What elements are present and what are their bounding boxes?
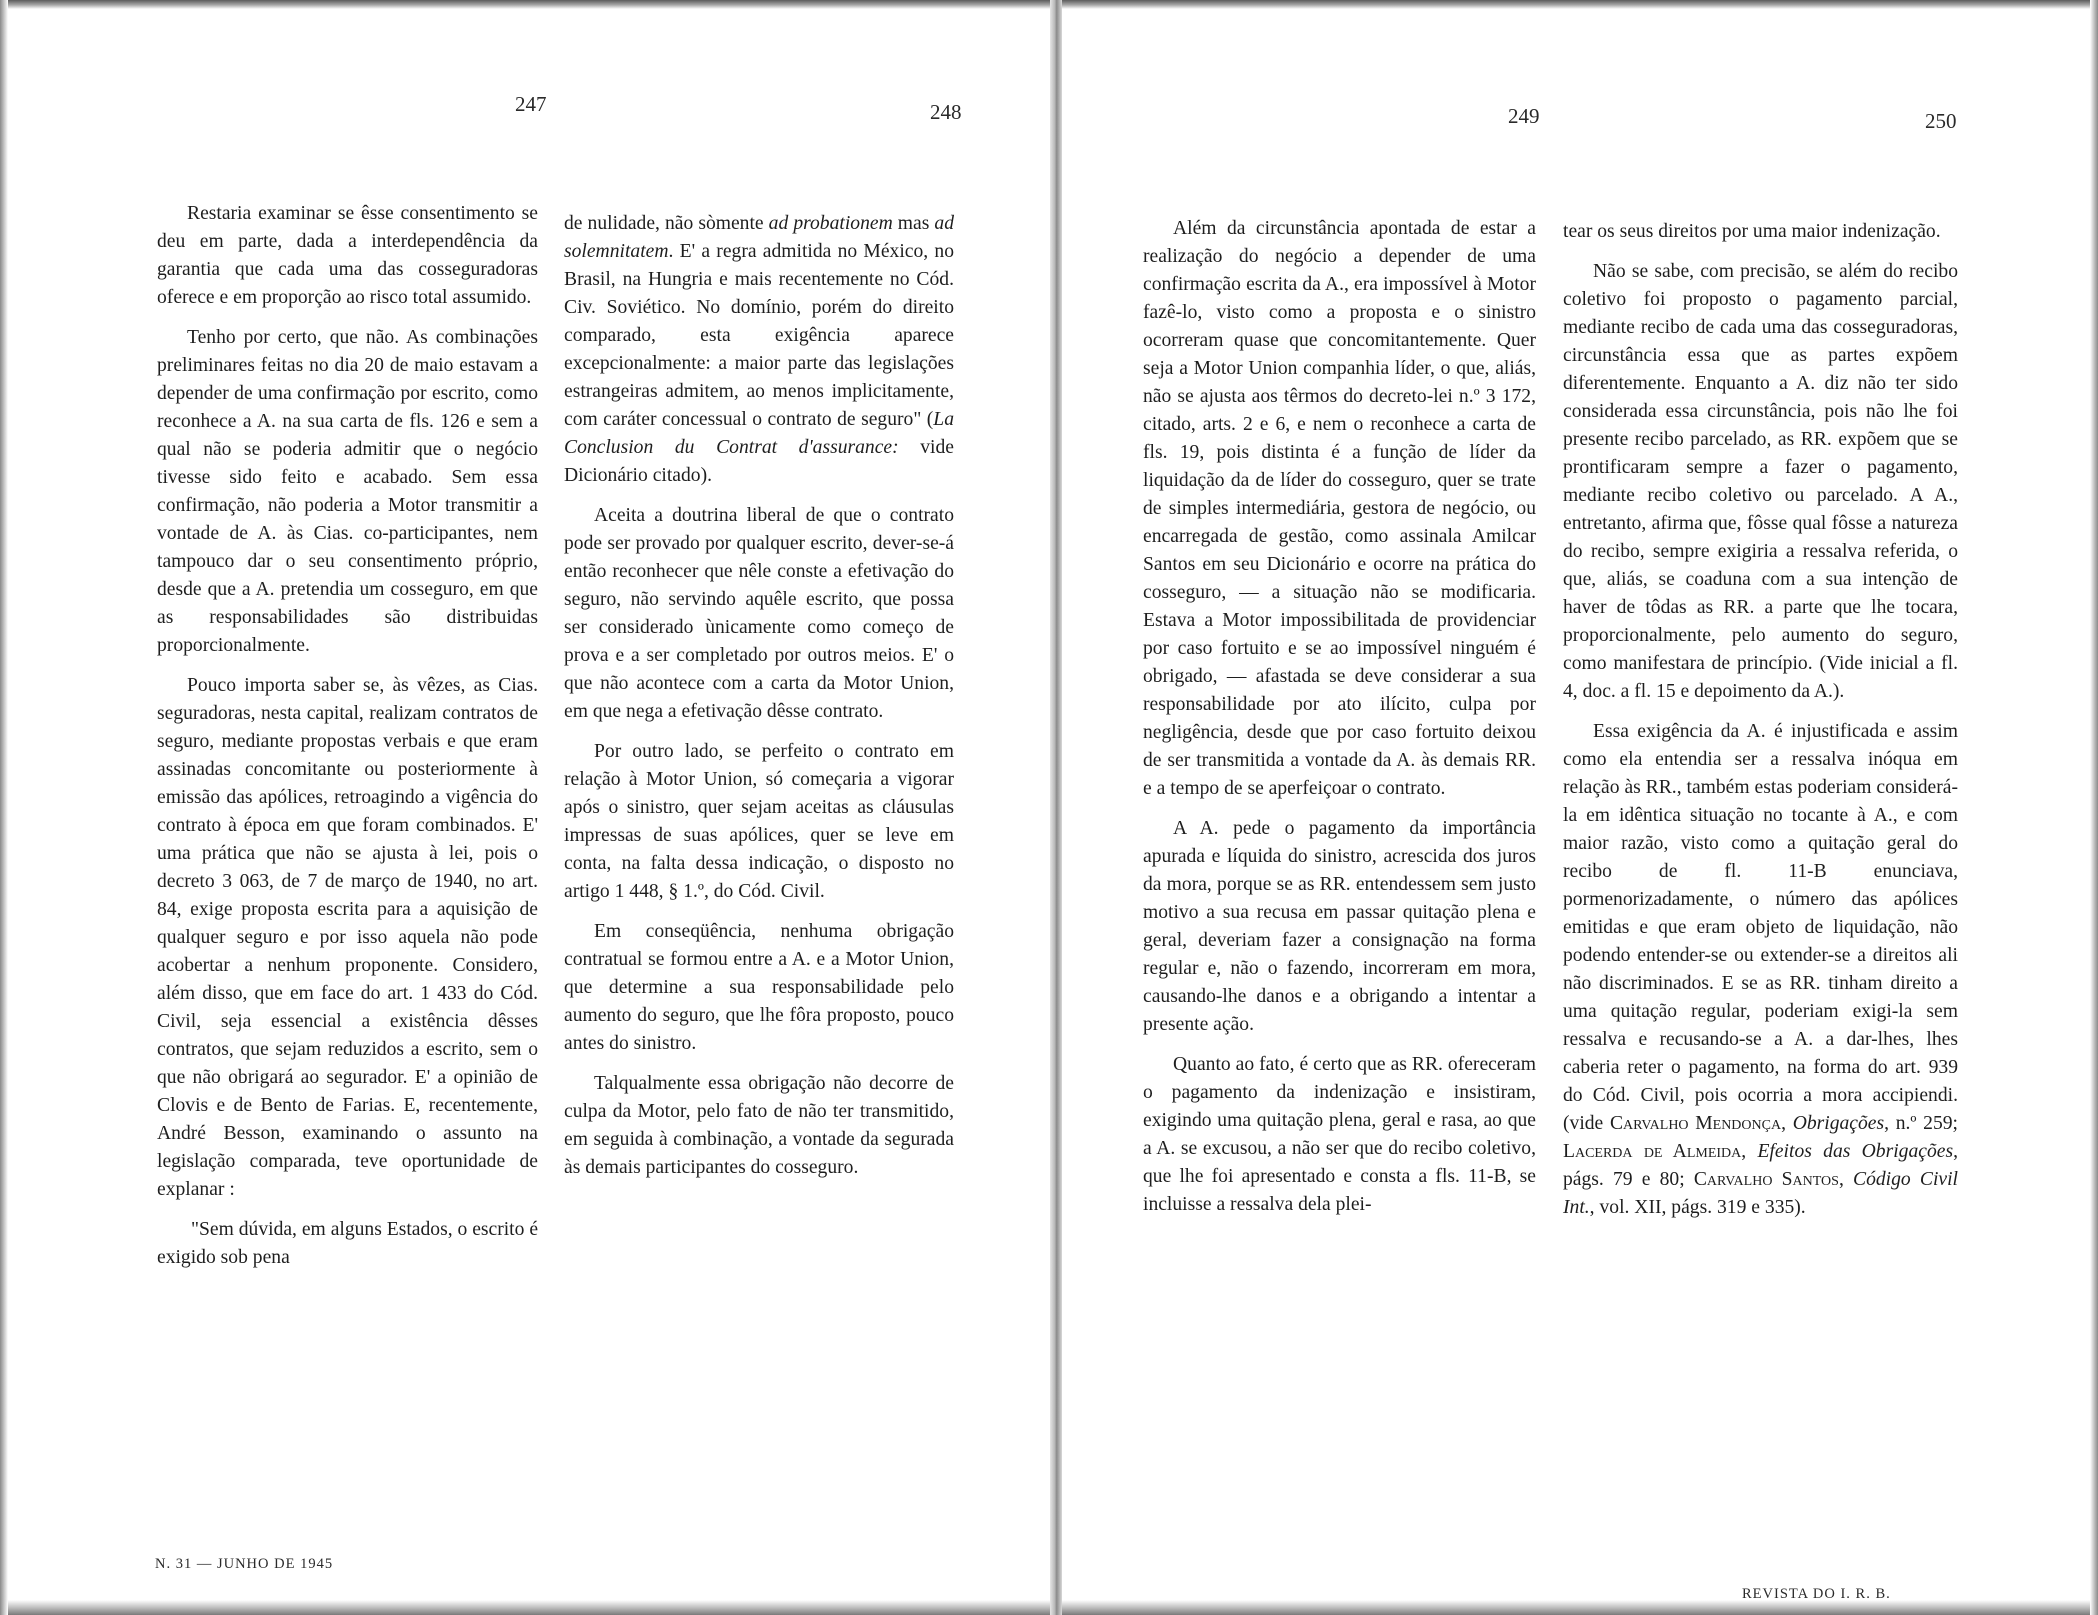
- page-number-247: 247: [515, 92, 547, 116]
- text-run: mas: [892, 213, 935, 234]
- latin-term: ad probationem: [768, 213, 893, 234]
- page-250-text-column: [1563, 218, 1958, 1222]
- author-name: Carvalho Mendonça: [1609, 1113, 1782, 1134]
- top-edge-shadow: [0, 0, 2098, 9]
- text-run: , vol. XII, págs. 319 e 335).: [1589, 1197, 1806, 1218]
- paragraph: Quanto ao fato, é certo que as RR. ofereceram o pagamento da indenização e insistiram, exigindo uma quitação plena, geral e rasa, ao que a A. se excusou, a não ser que do recibo coletivo, que lhe foi apresentado e consta a fls. 11-B, se incluisse a ressalva dela plei-: [1143, 1054, 1536, 1215]
- text-run: , págs. 79 e 80;: [1563, 1141, 1958, 1190]
- latin-term: ad solemnitatem: [564, 213, 954, 262]
- cited-work-title: La Conclusion du Contrat d'assurance:: [564, 409, 954, 458]
- paragraph: A A. pede o pagamento da importância apurada e líquida do sinistro, acrescida dos juros da mora, porque se as RR. entendessem sem justo motivo a sua recusa em passar quitação plena e geral, deveriam fazer a consignação na forma regular e, não o fazendo, incorreram em mora, causando-lhe danos e a obrigando a intentar a presente ação.: [1143, 818, 1536, 1035]
- text-run: vide Dicionário citado).: [564, 437, 954, 486]
- author-name: Carvalho Santos: [1693, 1169, 1839, 1190]
- footer-issue: N. 31 — JUNHO DE 1945: [155, 1556, 334, 1572]
- paragraph: Além da circunstância apontada de estar a realização do negócio a depender de uma confirmação escrita da A., era impossível à Motor fazê-lo, visto como a proposta e o sinistro ocorreram quase que concomitantemente. Quer seja a Motor Union companhia líder, o que, aliás, não se ajusta aos têrmos do decreto-lei n.º 3 172, citado, arts. 2 e 6, e nem o reconhece a carta de fls. 19, pois distinta é a função de líder da liquidação da de líder do cosseguro, quer se trate de simples intermediária, gestora de negócio, ou encarregada de gestão, como assinala Amilcar Santos em seu Dicionário e ocorre na prática do cosseguro, — a situação não se modificaria. Estava a Motor impossibilitada de providenciar por caso fortuito e se ao impossível ninguém é obrigado, — afastada se deve considerar a sua responsabilidade por ato ilícito, culpa por negligência, desde que por caso fortuito deixou de ser transmitida a vontade da A. às demais RR. e a tempo de se aperfeiçoar o contrato.: [1143, 218, 1536, 799]
- paragraph: Pouco importa saber se, às vêzes, as Cias. seguradoras, nesta capital, realizam contratos de seguro, mediante propostas verbais e que eram assinadas concomitante ou posteriormente à emissão das apólices, retroagindo a vigência do contrato à época em que foram combinados. E' uma prática que não se ajusta à lei, pois o decreto 3 063, de 7 de março de 1940, no art. 84, exige proposta escrita para a aquisição de qualquer seguro e por isso aquela não pode acobertar a nenhum proponente. Considero, além disso, que em face do art. 1 433 do Cód. Civil, seja essencial a existência dêsses contratos, que sejam reduzidos a escrito, sem o que não obrigará ao segurador. E' a opinião de Clovis e de Bento de Farias. E, recentemente, André Besson, examinando o assunto na legislação comparada, teve oportunidade de explanar :: [157, 675, 538, 1200]
- right-edge-shadow: [2090, 0, 2098, 1615]
- author-name: Lacerda de Almeida: [1563, 1141, 1742, 1162]
- paragraph: Essa exigência da A. é injustificada e assim como ela entendia ser a ressalva inóqua em relação às RR., também estas poderiam considerá-la em idêntica situação no tocante à A., e com maior razão, visto como a quitação geral do recibo de fl. 11-B enunciava, pormenorizadamente, o número das apólices emitidas e que eram objeto de liquidação, não podendo entender-se ou extender-se a direitos ali não discriminados. E se as RR. tinham direito a uma quitação regular, poderiam exigi-la sem ressalva e recusando-se a A. a dar-lhes, lhes caberia reter o pagamento, na forma do art. 939 do Cód. Civil, pois ocorria a mora accipiendi. (vide Carvalho Mendonça, Obrigações, n.º 259; Lacerda de Almeida, Efeitos das Obrigações, págs. 79 e 80; Carvalho Santos, Código Civil Int., vol. XII, págs. 319 e 335).: [1563, 721, 1958, 1218]
- cited-work-title: Obrigações: [1792, 1113, 1885, 1134]
- left-edge-shadow: [0, 0, 8, 1615]
- page-number-249: 249: [1508, 104, 1540, 128]
- paragraph-continuation: tear os seus direitos por uma maior indenização.: [1563, 221, 1941, 242]
- paragraph: Por outro lado, se perfeito o contrato em relação à Motor Union, só começaria a vigorar após o sinistro, quer sejam aceitas as cláusulas impressas de suas apólices, quer se leve em conta, na falta dessa indicação, o disposto no artigo 1 448, § 1.º, do Cód. Civil.: [564, 741, 954, 902]
- text-run: , n.º 259;: [1884, 1113, 1958, 1134]
- page-247-text-column: [157, 200, 538, 1272]
- page-248-text-column: [564, 210, 954, 1182]
- footer-journal: REVISTA DO I. R. B.: [1742, 1586, 1891, 1602]
- quote-continuation: [564, 210, 954, 490]
- paragraph: Tenho por certo, que não. As combinações preliminares feitas no dia 20 de maio estavam a depender de uma confirmação por escrito, como reconhece a A. na sua carta de fls. 126 e sem a qual não se poderia admitir que o negócio tivesse sido feito e acabado. Sem essa confirmação, não poderia a Motor transmitir a vontade de A. às Cias. co-participantes, nem tampouco dar o seu consentimento próprio, desde que a A. pretendia um cosseguro, em que as responsabilidades são distribuidas proporcionalmente.: [157, 327, 538, 656]
- cited-work-title: Código Civil Int.: [1563, 1169, 1958, 1218]
- quote-paragraph: "Sem dúvida, em alguns Estados, o escrito é exigido sob pena: [157, 1219, 539, 1268]
- page-number-248: 248: [930, 100, 962, 124]
- paragraph: Em conseqüência, nenhuma obrigação contratual se formou entre a A. e a Motor Union, que determine a sua responsabilidade pelo aumento do seguro, que lhe fôra proposto, pouco antes do sinistro.: [564, 921, 954, 1054]
- book-gutter: [1050, 0, 1062, 1615]
- text-run: Essa exigência da A. é injustificada e assim como ela entendia ser a ressalva inóqua em relação às RR., também estas poderiam considerá-la em idêntica situação no tocante à A., e com maior razão, visto como a quitação geral do recibo de fl. 11-B enunciava, pormenorizadamente, o número das apólices emitidas e que eram objeto de liquidação, não podendo entender-se ou extender-se a direitos ali não discriminados. E se as RR. tinham direito a uma quitação regular, poderiam exigi-la sem ressalva e recusando-se a A. a dar-lhes, lhes caberia reter o pagamento, na forma do art. 939 do Cód. Civil, pois ocorria a mora accipiendi. (vide: [1563, 721, 1958, 1134]
- paragraph: Aceita a doutrina liberal de que o contrato pode ser provado por qualquer escrito, dever-se-á então reconhecer que nêle conste a efetivação do seguro, não servindo aquêle escrito, que possa ser considerado ùnicamente como começo de prova e a ser completado por outros meios. E' o que não acontece com a carta da Motor Union, em que nega a efetivação dêsse contrato.: [564, 505, 954, 722]
- paragraph: Restaria examinar se êsse consentimento se deu em parte, dada a interdependência da garantia que cada uma das cosseguradoras oferece e em proporção ao risco total assumido.: [157, 203, 538, 308]
- text-run: de nulidade, não sòmente: [564, 213, 769, 234]
- paragraph: Não se sabe, com precisão, se além do recibo coletivo foi proposto o pagamento parcial, mediante recibo de cada uma das cosseguradoras, circunstância essa que as partes expõem diferentemente. Enquanto a A. diz não ter sido considerada essa circunstância, pois não lhe foi presente recibo parcelado, as RR. expõem que se prontificaram sempre a fazer o pagamento, mediante recibo coletivo ou parcelado. A A., entretanto, afirma que, fôsse qual fôsse a natureza do recibo, sempre exigiria a ressalva referida, o que, aliás, se coaduna com a sua intenção de haver de tôdas as RR. a parte que lhe tocara, proporcionalmente, pelo aumento do seguro, como manifestara de princípio. (Vide inicial a fl. 4, doc. a fl. 15 e depoimento da A.).: [1563, 261, 1958, 702]
- cited-work-title: Efeitos das Obrigações: [1757, 1141, 1954, 1162]
- paragraph: Talqualmente essa obrigação não decorre de culpa da Motor, pelo fato de não ter transmitido, em seguida à combinação, a vontade da segurada às demais participantes do cosseguro.: [564, 1073, 954, 1178]
- page-249-text-column: [1143, 215, 1536, 1219]
- text-run: . E' a regra admitida no México, no Brasil, na Hungria e mais recentemente no Cód. Civ. Soviético. No domínio, porém do direito comparado, esta exigência aparece excepcionalmente: a maior parte das legislações estrangeiras admitem, ao menos implicitamente, com caráter concessual o contrato de seguro" (: [564, 241, 954, 430]
- page-number-250: 250: [1925, 109, 1957, 133]
